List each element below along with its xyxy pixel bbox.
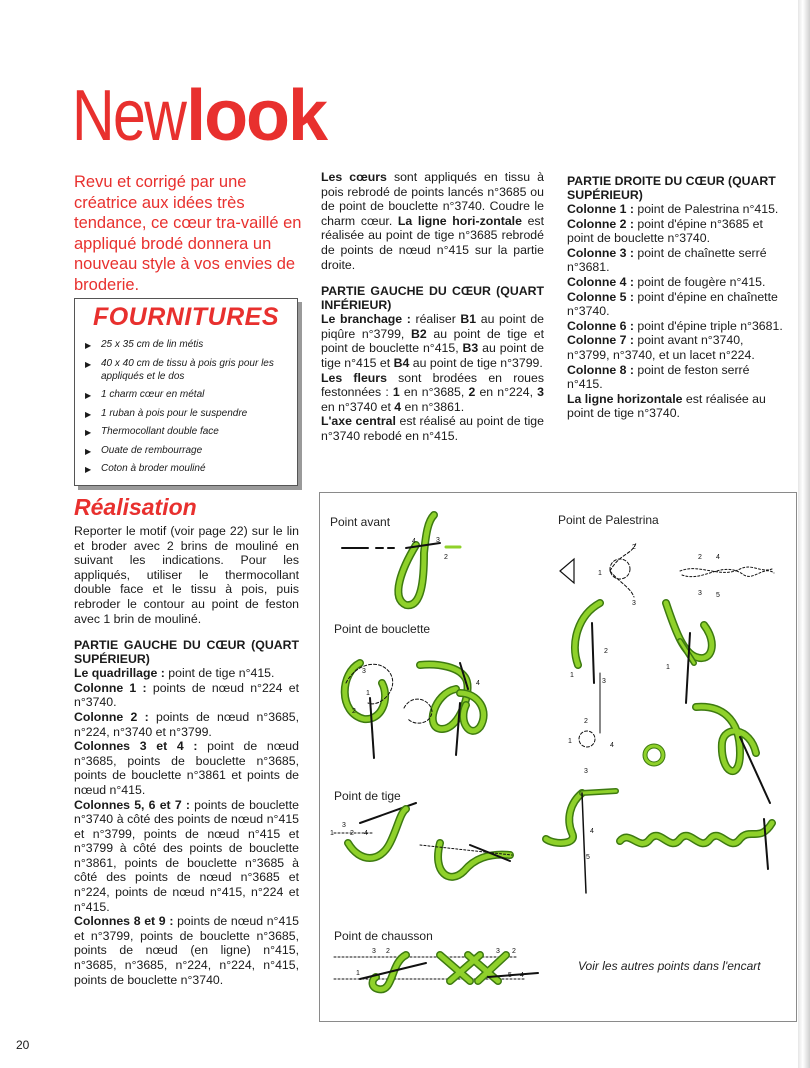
label-point-chausson: Point de chausson xyxy=(334,929,433,943)
list-item: ▶ 25 x 35 cm de lin métis xyxy=(85,339,204,350)
bullet-icon: ▶ xyxy=(85,391,92,400)
bullet-icon: ▶ xyxy=(85,409,92,419)
intro-text: Revu et corrigé par une créatrice aux idées très tendance, ce cœur tra-vaillé en appliqué brodé donnera un nouveau style à vos envies de broderie. xyxy=(74,173,302,294)
list-item: ▶ 1 ruban à pois pour le suspendre xyxy=(85,407,248,419)
svg-text:3: 3 xyxy=(342,822,346,829)
tige-diagram xyxy=(330,803,512,877)
paragraph: Colonne 1 : points de nœud n°224 et n°3740. xyxy=(74,680,299,710)
svg-text:2: 2 xyxy=(604,648,608,655)
svg-text:5: 5 xyxy=(586,854,590,861)
svg-text:1: 1 xyxy=(666,664,670,671)
svg-text:4: 4 xyxy=(364,830,368,837)
bullet-icon: ▶ xyxy=(85,341,92,350)
point-avant-diagram xyxy=(342,515,460,605)
svg-text:3: 3 xyxy=(372,948,376,955)
svg-text:5: 5 xyxy=(508,972,512,979)
list-item: ▶ Ouate de rembourrage xyxy=(85,444,203,456)
svg-text:2: 2 xyxy=(632,544,636,551)
svg-text:4: 4 xyxy=(520,972,524,979)
label-point-bouclette: Point de bouclette xyxy=(334,622,431,636)
svg-text:1: 1 xyxy=(598,570,602,577)
svg-text:2: 2 xyxy=(352,708,356,715)
realisation-heading: Réalisation xyxy=(74,494,197,520)
title-part1: New xyxy=(72,76,186,156)
svg-text:4: 4 xyxy=(476,680,480,687)
paragraph: Colonnes 5, 6 et 7 : points de bouclette n°3740 à côté des points de nœud n°415 et n°3799, points de nœud n°415 et n°3799 à côté des points de bouclette n°3861, points de bouclette n°3685 à côté des points de nœud n°3685 et n°224, points de nœud n°415, n°224 et n°415. xyxy=(74,797,299,914)
svg-text:2: 2 xyxy=(584,718,588,725)
svg-text:2: 2 xyxy=(698,554,702,561)
paragraph: Colonne 4 : point de fougère n°415. xyxy=(567,274,766,289)
page-binding-shadow xyxy=(798,0,810,1068)
list-item: ▶ Coton à broder mouliné xyxy=(85,463,206,474)
paragraph: Colonne 3 : point de chaînette serré n°3681. xyxy=(567,245,767,275)
paragraph: L'axe central est réalisé au point de tige n°3740 rebodé en n°415. xyxy=(321,414,544,443)
chausson-diagram xyxy=(334,948,538,989)
label-point-tige: Point de tige xyxy=(334,789,401,803)
paragraph: Les fleurs sont brodées en roues festonnées : 1 en n°3685, 2 en n°224, 3 en n°3740 et 4 en n°3861. xyxy=(321,370,544,414)
bullet-icon: ▶ xyxy=(85,428,92,437)
section-title: PARTIE DROITE DU CŒUR (QUART SUPÉRIEUR) xyxy=(567,174,776,202)
paragraph: La ligne horizontale est réalisée au point de tige n°3740. xyxy=(567,391,766,421)
paragraph: Colonne 2 : point d'épine n°3685 et point de bouclette n°3740. xyxy=(567,216,763,246)
svg-text:2: 2 xyxy=(350,830,354,837)
page-title xyxy=(72,76,327,156)
paragraph: Colonne 8 : point de feston serré n°415. xyxy=(567,362,750,392)
fournitures-heading: FOURNITURES xyxy=(92,303,280,331)
svg-text:1: 1 xyxy=(366,690,370,697)
svg-text:5: 5 xyxy=(716,592,720,599)
column-2 xyxy=(321,170,544,444)
bullet-icon: ▶ xyxy=(85,446,92,456)
paragraph: Colonne 1 : point de Palestrina n°415. xyxy=(567,202,779,216)
stitch-illustrations xyxy=(320,493,796,1021)
paragraph: Colonne 6 : point d'épine triple n°3681. xyxy=(567,318,783,333)
paragraph: Colonne 5 : point d'épine en chaînette n°3740. xyxy=(567,289,778,319)
realisation-intro: Reporter le motif (voir page 22) sur le lin et broder avec 2 brins de mouliné en suivant les indications. Pour les appliqués, utiliser le thermocollant double face et le tissu à pois, puis rebroder le contour au point de feston avec 1 brin de mouliné. xyxy=(74,524,299,626)
svg-text:2: 2 xyxy=(512,948,516,955)
list-item: ▶ 40 x 40 cm de tissu à pois gris pour les appliqués et le dos xyxy=(85,357,274,382)
svg-text:3: 3 xyxy=(584,768,588,775)
svg-text:4: 4 xyxy=(610,742,614,749)
paragraph: Le quadrillage : point de tige n°415. xyxy=(74,666,275,681)
title-part2: look xyxy=(186,76,327,156)
svg-text:4: 4 xyxy=(716,554,720,561)
paragraph: Colonnes 8 et 9 : points de nœud n°415 et n°3799, points de bouclette n°3685, points de nœud (en ligne) n°415, n°3685, n°3685, n°224, n°224, n°415, points de bouclette n°3740. xyxy=(74,914,299,987)
bullet-icon: ▶ xyxy=(85,465,92,474)
fournitures-list xyxy=(75,338,297,475)
paragraph: Le branchage : réaliser B1 au point de piqûre n°3799, B2 au point de tige et point de bouclette n°415, B3 au point de tige n°415 et B4 au point de tige n°3799. xyxy=(321,312,544,370)
list-item: ▶ Thermocollant double face xyxy=(85,426,219,437)
svg-text:3: 3 xyxy=(602,678,606,685)
svg-text:3: 3 xyxy=(496,948,500,955)
page-number: 20 xyxy=(16,1038,30,1052)
svg-text:1: 1 xyxy=(570,672,574,679)
stitch-diagrams-panel xyxy=(319,492,797,1022)
svg-text:2: 2 xyxy=(386,948,390,955)
svg-text:3: 3 xyxy=(436,537,440,544)
section-title: PARTIE GAUCHE DU CŒUR (QUART SUPÉRIEUR) xyxy=(74,638,299,667)
diagram-note: Voir les autres points dans l'encart xyxy=(578,959,761,973)
paragraph: Colonne 2 : points de nœud n°3685, n°224, n°3740 et n°3799. xyxy=(74,709,300,739)
paragraph: Colonnes 3 et 4 : point de nœud n°3685, points de bouclette n°3685, points de bouclette n°3861 et points de nœud n°415. xyxy=(74,739,299,797)
svg-text:3: 3 xyxy=(698,590,702,597)
svg-text:1: 1 xyxy=(330,830,334,837)
bullet-icon: ▶ xyxy=(85,359,92,369)
paragraph: Les cœurs sont appliqués en tissu à pois rebrodé de points lancés n°3685 ou de point de bouclette n°3740. Coudre le charm cœur. La ligne hori-zontale est réalisée au point de tige n°3685 rebrodé de points de nœud n°415 sur la partie droite. xyxy=(321,170,544,272)
svg-text:3: 3 xyxy=(632,600,636,607)
column-1 xyxy=(74,524,299,987)
svg-text:3: 3 xyxy=(362,668,366,675)
list-item: ▶ 1 charm cœur en métal xyxy=(85,389,205,400)
label-point-palestrina: Point de Palestrina xyxy=(558,513,659,527)
fournitures-box xyxy=(74,298,298,486)
svg-text:4: 4 xyxy=(590,828,594,835)
section-title: PARTIE GAUCHE DU CŒUR (QUART INFÉRIEUR) xyxy=(321,284,544,313)
column-3 xyxy=(567,174,783,421)
label-point-avant: Point avant xyxy=(330,515,391,529)
svg-text:1: 1 xyxy=(356,970,360,977)
palestrina-diagram xyxy=(560,543,774,803)
bouclette-diagram xyxy=(345,663,484,758)
svg-text:2: 2 xyxy=(444,554,448,561)
chain-diagram xyxy=(546,791,772,893)
svg-text:1: 1 xyxy=(568,738,572,745)
paragraph: Colonne 7 : point avant n°3740, n°3799, n°3740, et un lacet n°224. xyxy=(567,333,755,362)
svg-text:4: 4 xyxy=(412,538,416,545)
